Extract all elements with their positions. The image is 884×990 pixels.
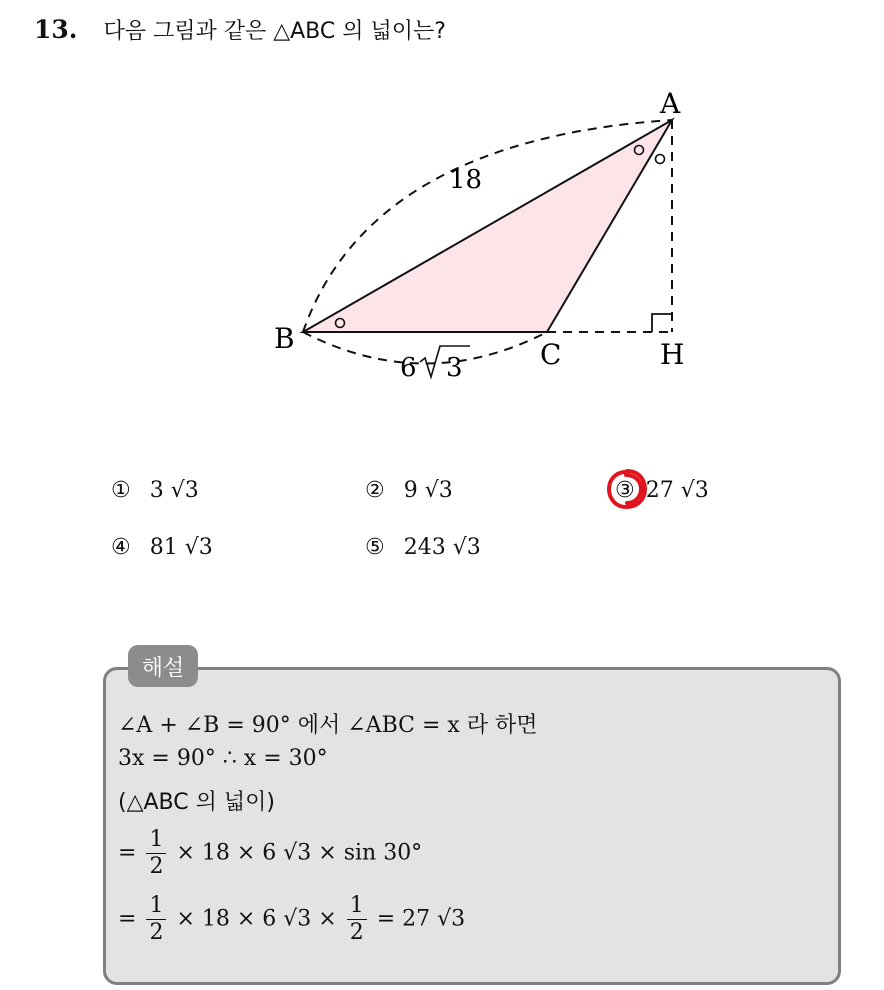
fraction-half bbox=[347, 893, 367, 946]
label-h: H bbox=[660, 338, 685, 371]
choice-3-radical: √ bbox=[680, 478, 695, 503]
solution-line-5 bbox=[118, 893, 465, 946]
choice-5[interactable] bbox=[365, 535, 481, 560]
label-bc-rad: 3 bbox=[446, 353, 463, 383]
choice-3-mark: ③ bbox=[615, 478, 635, 503]
choice-3-coef: 27 bbox=[645, 478, 674, 503]
choice-5-rad: 3 bbox=[466, 535, 481, 560]
triangle-abc bbox=[303, 120, 672, 332]
fraction-denominator: 2 bbox=[149, 920, 164, 945]
choice-1-coef: 3 bbox=[149, 478, 164, 503]
choice-4-mark: ④ bbox=[111, 535, 131, 560]
choice-2[interactable] bbox=[365, 478, 453, 503]
fraction-half bbox=[146, 893, 166, 946]
fraction-numerator: 1 bbox=[347, 893, 367, 920]
label-ab-length: 18 bbox=[449, 165, 483, 195]
solution-tab: 해설 bbox=[128, 645, 198, 687]
label-a: A bbox=[660, 87, 681, 120]
choice-2-coef: 9 bbox=[403, 478, 418, 503]
fraction-denominator: 2 bbox=[349, 920, 364, 945]
choice-2-mark: ② bbox=[365, 478, 385, 503]
choice-3-rad: 3 bbox=[694, 478, 709, 503]
choice-5-mark: ⑤ bbox=[365, 535, 385, 560]
line5-equals: = bbox=[118, 906, 137, 932]
line5-mid: × 18 × 6 √3 × bbox=[176, 906, 337, 932]
label-c: C bbox=[540, 338, 562, 371]
solution-line-1: ∠A + ∠B = 90° 에서 ∠ABC = x 라 하면 bbox=[118, 713, 538, 738]
choice-5-radical: √ bbox=[452, 535, 467, 560]
choice-4-radical: √ bbox=[184, 535, 199, 560]
choice-5-coef: 243 bbox=[403, 535, 446, 560]
right-angle-mark bbox=[652, 314, 672, 332]
question-number: 13. bbox=[34, 15, 78, 44]
triangle-figure bbox=[0, 0, 884, 420]
choice-2-radical: √ bbox=[424, 478, 439, 503]
choice-4[interactable] bbox=[111, 535, 213, 560]
fraction-half bbox=[146, 827, 166, 880]
question-text: 다음 그림과 같은 △ABC 의 넓이는? bbox=[103, 19, 446, 44]
line5-end: = 27 √3 bbox=[376, 906, 466, 932]
choice-1-rad: 3 bbox=[184, 478, 199, 503]
choice-1[interactable] bbox=[111, 478, 199, 503]
line4-rest: × 18 × 6 √3 × sin 30° bbox=[176, 840, 423, 866]
choice-1-mark: ① bbox=[111, 478, 131, 503]
choice-1-radical: √ bbox=[170, 478, 185, 503]
angle-mark-a2 bbox=[656, 155, 665, 164]
answer-circle-marker bbox=[604, 466, 650, 512]
label-b: B bbox=[274, 322, 295, 355]
choice-4-coef: 81 bbox=[149, 535, 178, 560]
solution-line-2: 3x = 90° ∴ x = 30° bbox=[118, 746, 328, 771]
solution-line-4 bbox=[118, 827, 422, 880]
fraction-numerator: 1 bbox=[146, 893, 166, 920]
fraction-denominator: 2 bbox=[149, 854, 164, 879]
label-bc-coef: 6 bbox=[400, 353, 417, 383]
solution-line-3: (△ABC 의 넓이) bbox=[118, 790, 275, 815]
line4-equals: = bbox=[118, 840, 137, 866]
choice-2-rad: 3 bbox=[438, 478, 453, 503]
fraction-numerator: 1 bbox=[146, 827, 166, 854]
choice-4-rad: 3 bbox=[198, 535, 213, 560]
